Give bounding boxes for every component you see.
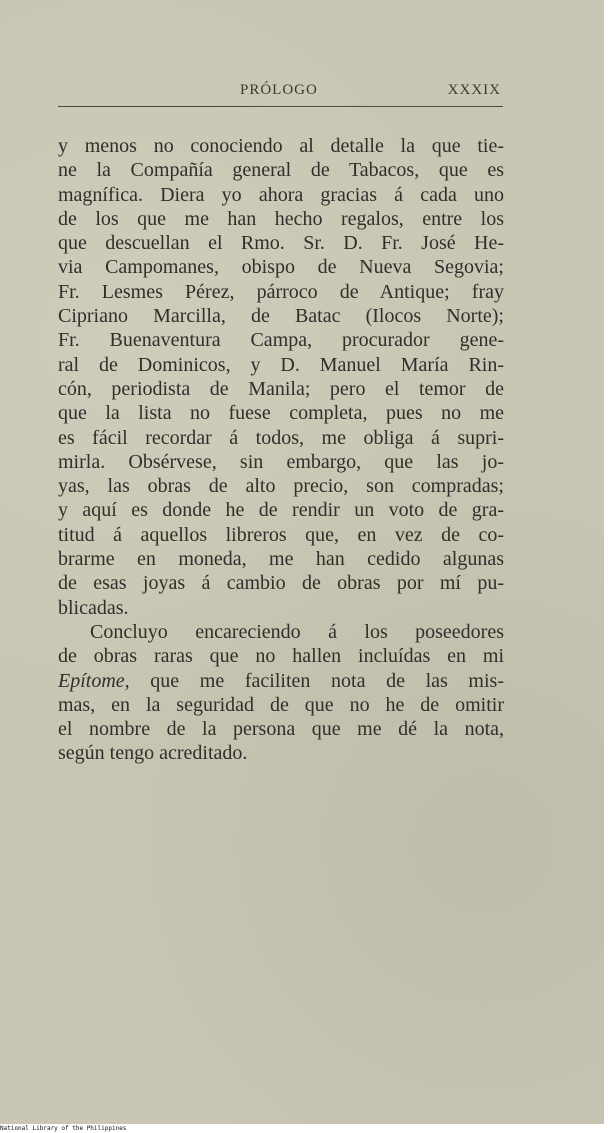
page-number: XXXIX: [447, 82, 501, 98]
text-line: el nombre de la persona que me dé la nota,: [58, 718, 504, 741]
text-line: Fr. Buenaventura Campa, procurador gene-: [58, 329, 504, 352]
library-credit: National Library of the Philippines: [0, 1125, 127, 1132]
header-rule: [58, 106, 503, 107]
text-line-rest: que me faciliten nota de las mis-: [129, 669, 504, 692]
text-line: mas, en la seguridad de que no he de omitir: [58, 693, 504, 716]
text-line: según tengo acreditado.: [58, 742, 248, 765]
text-line: cón, periodista de Manila; pero el temor de: [58, 377, 504, 400]
italic-title: Epítome,: [58, 669, 130, 692]
text-line: ne la Compañía general de Tabacos, que es: [58, 159, 504, 182]
text-line: yas, las obras de alto precio, son compradas;: [58, 475, 504, 498]
text-line: mirla. Obsérvese, sin embargo, que las jo-: [58, 450, 504, 473]
running-title: PRÓLOGO: [240, 82, 318, 98]
text-line: Cipriano Marcilla, de Batac (Ilocos Norte);: [58, 305, 504, 328]
text-line: ral de Dominicos, y D. Manuel María Rin-: [58, 353, 504, 376]
text-line: y menos no conociendo al detalle la que tie-: [58, 135, 504, 157]
text-line: [58, 669, 504, 693]
text-line: y aquí es donde he de rendir un voto de gra-: [58, 499, 504, 522]
text-line: titud á aquellos libreros que, en vez de co-: [58, 523, 504, 546]
text-line: de los que me han hecho regalos, entre los: [58, 207, 504, 230]
text-line: Concluyo encareciendo á los poseedores: [90, 620, 504, 643]
text-line: Fr. Lesmes Pérez, párroco de Antique; fray: [58, 280, 504, 303]
text-line: de obras raras que no hallen incluídas en mi: [58, 645, 504, 668]
page-header: [58, 80, 503, 104]
text-line: brarme en moneda, me han cedido algunas: [58, 548, 504, 571]
text-line: via Campomanes, obispo de Nueva Segovia;: [58, 256, 504, 279]
text-line: que la lista no fuese completa, pues no me: [58, 402, 504, 425]
body-text: [58, 134, 504, 766]
text-line: que descuellan el Rmo. Sr. D. Fr. José He-: [58, 232, 504, 255]
text-line: blicadas.: [58, 596, 129, 619]
text-line: es fácil recordar á todos, me obliga á supri-: [58, 426, 504, 449]
text-line: magnífica. Diera yo ahora gracias á cada uno: [58, 183, 504, 206]
text-line: de esas joyas á cambio de obras por mí pu-: [58, 572, 504, 595]
